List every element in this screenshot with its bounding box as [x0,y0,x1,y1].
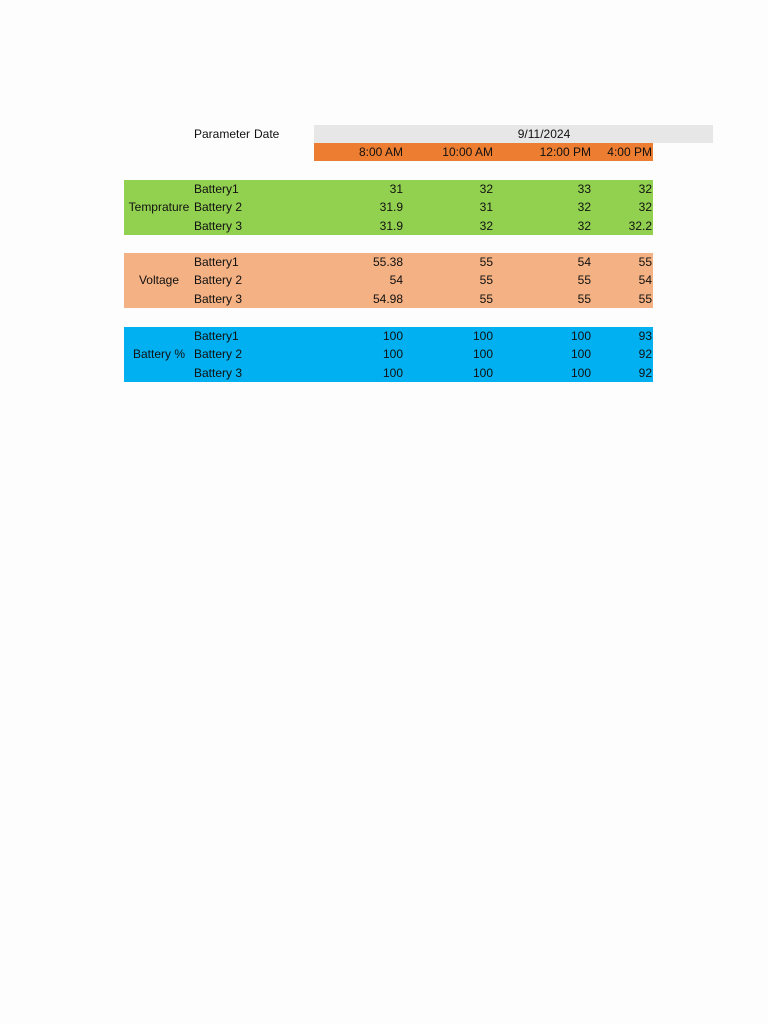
group-label: Battery % [132,347,186,361]
value-cell: 100 [382,365,403,380]
row-name: Battery 3 [194,291,243,306]
row-name: Battery 3 [194,365,243,380]
value-cell: 54 [638,273,652,288]
row-name: Battery 3 [194,218,243,233]
value-cell: 100 [570,329,591,343]
time-header-3: 12:00 PM [539,145,591,159]
value-cell: 55 [479,255,493,269]
group-label: Temprature [128,200,190,214]
value-cell: 100 [570,347,591,362]
value-cell: 55 [638,255,652,269]
value-cell: 32 [479,218,493,233]
value-cell: 55 [479,273,493,288]
row-name: Battery 2 [194,200,243,215]
value-cell: 54 [389,273,403,288]
value-cell: 31.9 [379,200,403,215]
value-cell: 93 [638,329,652,343]
date-value: 9/11/2024 [517,127,571,141]
value-cell: 31 [389,182,403,196]
value-cell: 32 [638,182,652,196]
row-name: Battery1 [194,255,239,269]
value-cell: 100 [472,347,493,362]
value-cell: 55 [479,291,493,306]
value-cell: 32 [577,218,591,233]
value-cell: 31.9 [379,218,403,233]
value-cell: 55 [638,291,652,306]
value-cell: 92 [638,365,652,380]
value-cell: 55.38 [372,255,403,269]
value-cell: 32.2 [628,218,652,233]
value-cell: 100 [472,365,493,380]
value-cell: 100 [472,329,493,343]
time-header-2: 10:00 AM [442,145,493,159]
value-cell: 55 [577,273,591,288]
row-name: Battery1 [194,182,239,196]
value-cell: 32 [638,200,652,215]
value-cell: 54 [577,255,591,269]
parameter-header: Parameter [194,127,251,141]
value-cell: 100 [570,365,591,380]
value-cell: 55 [577,291,591,306]
time-header-4: 4:00 PM [607,145,652,159]
value-cell: 33 [577,182,591,196]
value-cell: 31 [479,200,493,215]
value-cell: 92 [638,347,652,362]
date-header: Date [254,127,280,141]
row-name: Battery1 [194,329,239,343]
row-name: Battery 2 [194,347,243,362]
value-cell: 100 [382,329,403,343]
time-header-1: 8:00 AM [358,145,403,159]
value-cell: 32 [577,200,591,215]
group-label: Voltage [138,273,180,287]
row-name: Battery 2 [194,273,243,288]
value-cell: 32 [479,182,493,196]
value-cell: 100 [382,347,403,362]
value-cell: 54.98 [372,291,403,306]
